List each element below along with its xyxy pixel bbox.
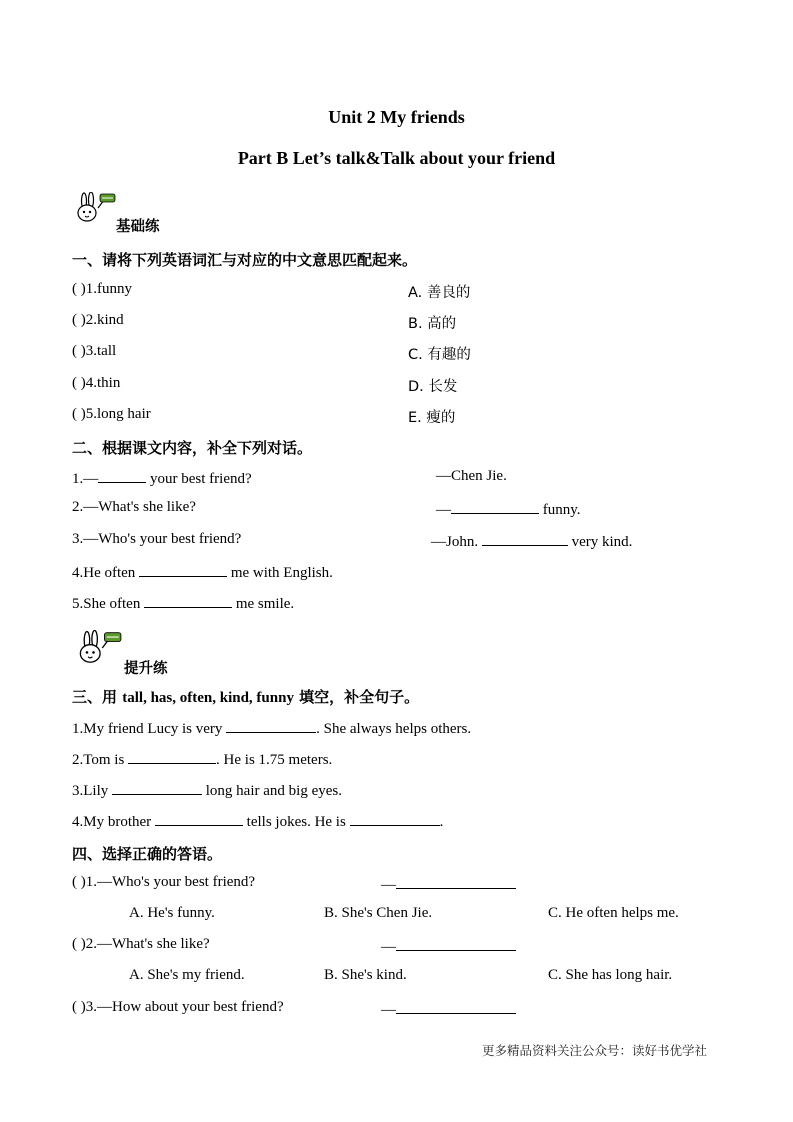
- part2-q2: 2.—What's she like?: [72, 499, 196, 515]
- answer-blank[interactable]: [144, 593, 232, 608]
- part3-s2-end: . He is 1.75 meters.: [216, 752, 333, 768]
- part1-heading: 一、请将下列英语词汇与对应的中文意思匹配起来。: [72, 251, 418, 269]
- section-label-advanced: 提升练: [124, 661, 168, 677]
- part3-heading-end: 填空，补全句子。: [293, 688, 420, 706]
- part2-q5: [72, 593, 294, 613]
- part4-q2: ( )2.—What's she like?: [72, 936, 210, 952]
- part1-option-d: D. 长发: [408, 379, 458, 395]
- section-label-basic: 基础练: [116, 219, 160, 235]
- part2-q5-start: 5.She often: [72, 596, 145, 612]
- part2-q2-dash: —: [436, 502, 451, 518]
- part4-q3: ( )3.—How about your best friend?: [72, 999, 284, 1015]
- part2-q3-answer: [431, 531, 632, 551]
- part4-q3-answer: [381, 999, 516, 1019]
- part1-option-a: A. 善良的: [408, 285, 471, 301]
- answer-blank[interactable]: [155, 811, 243, 826]
- part3-s4-end: .: [439, 814, 444, 830]
- answer-blank[interactable]: [396, 999, 516, 1014]
- answer-blank[interactable]: [396, 874, 516, 889]
- part3-s1-end: . She always helps others.: [316, 721, 472, 737]
- part3-s4: [72, 811, 443, 831]
- answer-blank[interactable]: [128, 749, 216, 764]
- part4-q2-option-c: C. She has long hair.: [548, 967, 673, 983]
- answer-blank[interactable]: [98, 468, 146, 483]
- part3-s4-start: 4.My brother: [72, 814, 155, 830]
- part1-option-e: E. 瘦的: [408, 410, 456, 426]
- part3-s3: [72, 780, 342, 800]
- page-title: Unit 2 My friends: [328, 107, 465, 127]
- part4-q2-dash: —: [381, 939, 396, 955]
- part4-q1-option-b: B. She's Chen Jie.: [324, 905, 433, 921]
- answer-blank[interactable]: [482, 531, 568, 546]
- part3-s4-middle: tells jokes. He is: [242, 814, 350, 830]
- part2-q2-end: funny.: [539, 502, 581, 518]
- answer-blank[interactable]: [350, 811, 440, 826]
- part3-s1: [72, 718, 471, 738]
- part1-item-3: ( )3.tall: [72, 343, 117, 359]
- part3-s2-start: 2.Tom is: [72, 752, 129, 768]
- part2-q5-end: me smile.: [232, 596, 295, 612]
- part2-q1-end: your best friend?: [146, 471, 252, 487]
- part4-q3-dash: —: [381, 1002, 396, 1018]
- part1-option-c: C. 有趣的: [408, 347, 471, 363]
- part2-q2-answer: [436, 499, 581, 519]
- part4-q1: ( )1.—Who's your best friend?: [72, 874, 256, 890]
- part3-s1-start: 1.My friend Lucy is very: [72, 721, 227, 737]
- part1-item-1: ( )1.funny: [72, 281, 132, 297]
- part1-item-2: ( )2.kind: [72, 312, 124, 328]
- part3-s3-end: long hair and big eyes.: [202, 783, 342, 799]
- part3-heading: [72, 686, 419, 707]
- part4-q2-answer: [381, 936, 516, 956]
- part3-heading-start: 三、用: [72, 688, 123, 706]
- part2-q3-end: very kind.: [567, 534, 633, 550]
- part4-q1-dash: —: [381, 877, 396, 893]
- part4-heading: 四、选择正确的答语。: [72, 845, 223, 863]
- part2-q1-answer: —Chen Jie.: [436, 468, 507, 484]
- part2-q1-start: 1.—: [72, 471, 99, 487]
- part3-s3-start: 3.Lily: [72, 783, 112, 799]
- footer-note: 更多精品资料关注公众号：读好书优学社: [482, 1043, 708, 1058]
- part4-q2-option-b: B. She's kind.: [324, 967, 407, 983]
- part2-q1: [72, 468, 252, 488]
- part1-option-b: B. 高的: [408, 316, 457, 332]
- part3-s2: [72, 749, 332, 769]
- part1-item-5: ( )5.long hair: [72, 406, 151, 422]
- rabbit-sign-icon: [74, 192, 116, 224]
- part4-q1-answer: [381, 874, 516, 894]
- part1-item-4: ( )4.thin: [72, 375, 121, 391]
- answer-blank[interactable]: [451, 499, 539, 514]
- answer-blank[interactable]: [396, 936, 516, 951]
- part4-q2-option-a: A. She's my friend.: [129, 967, 245, 983]
- part2-q4-end: me with English.: [227, 565, 333, 581]
- part2-q3-start: —John.: [431, 534, 482, 550]
- part3-word-bank: tall, has, often, kind, funny: [122, 690, 294, 706]
- answer-blank[interactable]: [139, 562, 227, 577]
- answer-blank[interactable]: [226, 718, 316, 733]
- part4-q1-option-c: C. He often helps me.: [548, 905, 679, 921]
- rabbit-sign-icon: [76, 630, 122, 666]
- answer-blank[interactable]: [112, 780, 202, 795]
- page-subtitle: Part B Let’s talk&Talk about your friend: [237, 148, 556, 168]
- part2-q3: 3.—Who's your best friend?: [72, 531, 242, 547]
- part4-q1-option-a: A. He's funny.: [129, 905, 215, 921]
- part2-q4: [72, 562, 333, 582]
- part2-heading: 二、根据课文内容，补全下列对话。: [72, 439, 313, 457]
- part2-q4-start: 4.He often: [72, 565, 140, 581]
